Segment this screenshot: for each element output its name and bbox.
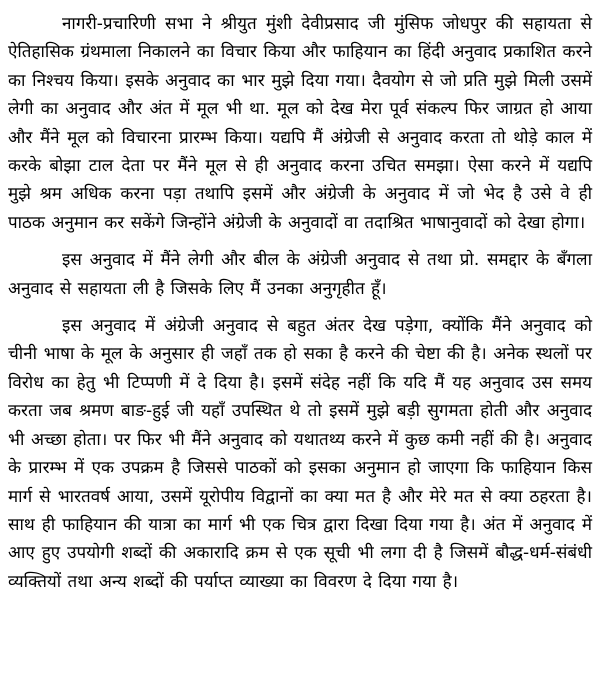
paragraph-1: नागरी-प्रचारिणी सभा ने श्रीयुत मुंशी देवीप्रसाद जी मुंसिफ जोधपुर की सहायता से ऐतिहासिक ग्रंथमाला निकालने का विचार किया और फाहियान का हिंदी अनुवाद प्रकाशित करने का निश्चय किया। इसके अनुवाद का भार मुझे दिया गया। दैवयोग से जो प्रति मुझे मिली उसमें लेगी का अनुवाद और अंत में मूल भी था. मूल को देख मेरा पूर्व संकल्प फिर जाग्रत हो आया और मैंने मूल को विचारना प्रारम्भ किया। यद्यपि मैं अंग्रेजी से अनुवाद करता तो थोड़े काल में करके बोझा टाल देता पर मैंने मूल से ही अनुवाद करना उचित समझा। ऐसा करने में यद्यपि मुझे श्रम अधिक करना पड़ा तथापि इसमें और अंग्रेजी के अनुवाद में जो भेद है उसे वे ही पाठक अनुमान कर सकेंगे जिन्होंने अंग्रेजी के अनुवादों वा तदाश्रित भाषानुवादों को देखा होगा। (8, 14, 592, 233)
paragraph-3: इस अनुवाद में अंग्रेजी अनुवाद से बहुत अंतर देख पड़ेगा, क्योंकि मैंने अनुवाद को चीनी भाषा के मूल के अनुसार ही जहाँ तक हो सका है करने की चेष्टा की है। अनेक स्थलों पर विरोध का हेतु भी टिप्पणी में दे दिया है। इसमें संदेह नहीं कि यदि मैं यह अनुवाद उस समय करता जब श्रमण बाङ-हुई जी यहाँ उपस्थित थे तो इसमें मुझे बड़ी सुगमता होती और अनुवाद भी अच्छा होता। पर फिर भी मैंने अनुवाद को यथातथ्य करने में कुछ कमी नहीं की है। अनुवाद के प्रारम्भ में एक उपक्रम है जिससे पाठकों को इसका अनुमान हो जाएगा कि फाहियान किस मार्ग से भारतवर्ष आया, उसमें यूरोपीय विद्वानों का क्या मत है और मेरे मत से क्या ठहरता है। साथ ही फाहियान की यात्रा का मार्ग भी एक चित्र द्वारा दिखा दिया गया है। अंत में अनुवाद में आए हुए उपयोगी शब्दों की अकारादि क्रम से एक सूची भी लगा दी है जिसमें बौद्ध-धर्म-संबंधी व्यक्तियों तथा अन्य शब्दों की पर्याप्त व्याख्या का विवरण दे दिया गया है। (8, 316, 592, 592)
paragraph-2: इस अनुवाद में मैंने लेगी और बील के अंग्रेजी अनुवाद से तथा प्रो. समद्दार के बँगला अनुवाद से सहायता ली है जिसके लिए मैं उनका अनुगृहीत हूँ। (8, 250, 592, 299)
